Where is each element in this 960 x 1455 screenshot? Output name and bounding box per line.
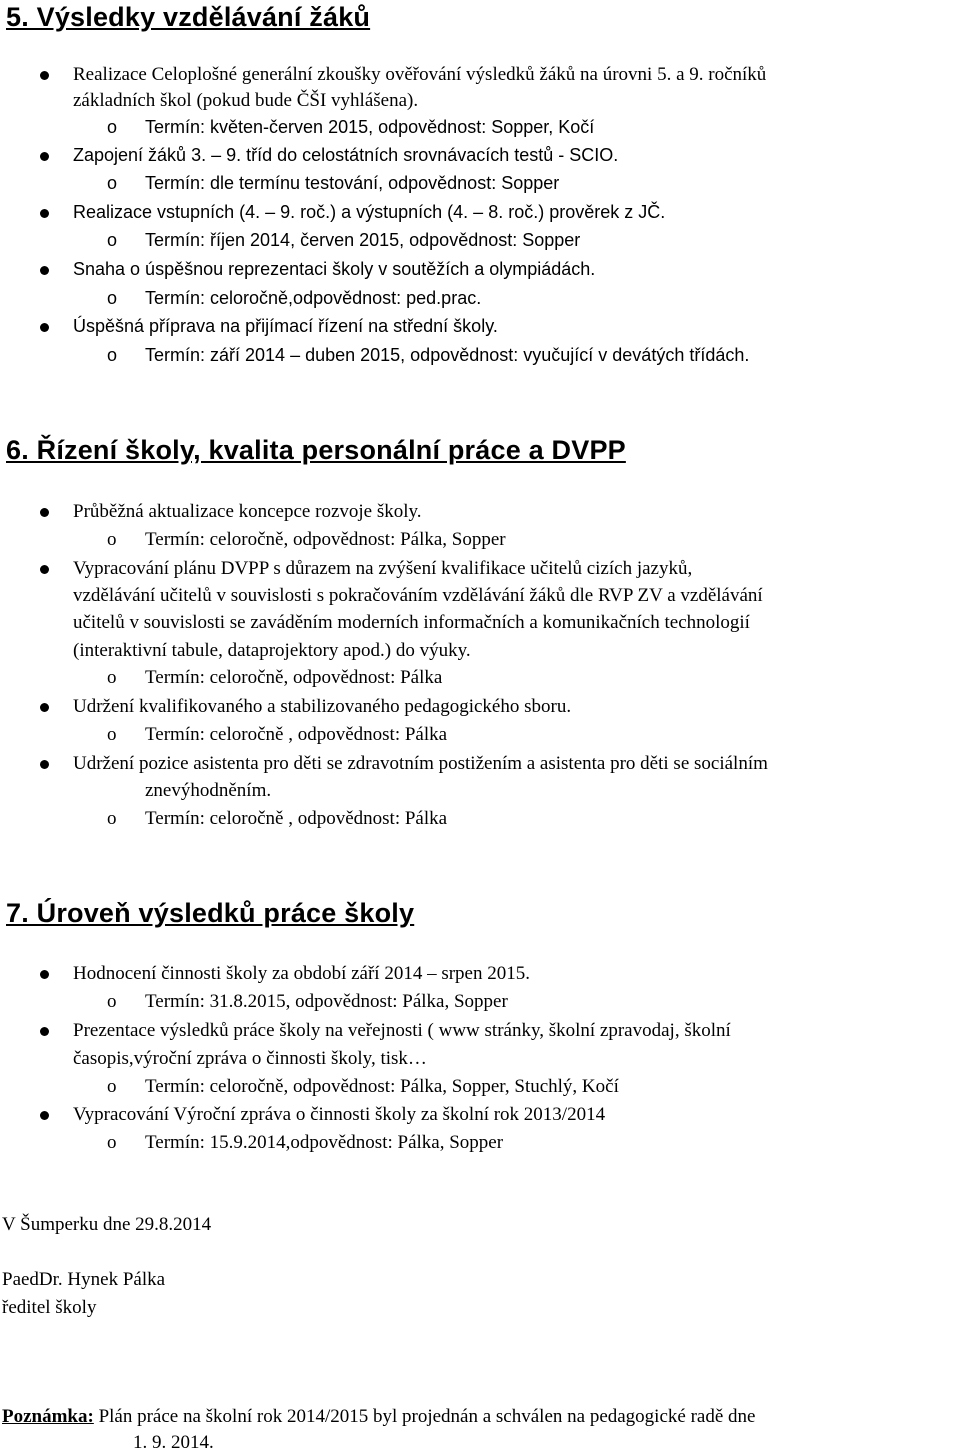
section-7-heading: 7. Úroveň výsledků práce školy [6,898,415,928]
circle-bullet-icon: o [107,345,118,365]
bullet-icon [40,760,49,769]
circle-bullet-icon: o [107,173,118,193]
bullet-icon [40,703,49,712]
document-page: 5. Výsledky vzdělávání žáků Realizace Celoplošné generální zkoušky ověřování výsledků žáků na úrovni 5. a 9. ročníků základních škol (pokud bude ČŠI vyhlášena). o Termín: květen-červen 2015, odpovědnost: Sopper, Kočí Zapojení žáků 3. – 9. tříd do celostátních srovnávacích testů - SCIO. o Termín: dle termínu testování, odpovědnost: Sopper Realizace vstupních (4. – 9. roč.) a výstupních (4. – 8. roč.) prověrek z JČ. o Termín: říjen 2014, červen 2015, odpovědnost: Sopper Snaha o úspěšnou reprezentaci školy v soutěžích a olympiádách. o Termín: celoročně,odpovědnost: ped.prac. Úspěšná příprava na přijímací řízení na střední školy. o Termín: září 2014 – duben 2015, odpovědnost: vyučující v devátých třídách. 6. Řízení školy, kvalita personální práce a DVPP Průběžná aktualizace koncepce rozvoje školy. o Termín: celoročně, odpovědnost: Pálka, Sopper Vypracování plánu DVPP s důrazem na zvýšení kvalifikace učitelů cizích jazyků, vzdělávání učitelů v souvislosti s pokračováním vzdělávání žáků dle RVP ZV a vzdělávání učitelů v souvislosti se zaváděním moderních informačních a komunikačních technologií (interaktivní tabule, dataprojektory apod.) do výuky. o Termín: celoročně, odpovědnost: Pálka Udržení kvalifikovaného a stabilizovaného pedagogického sboru. o Termín: celoročně , odpovědnost: Pálka Udržení pozice asistenta pro děti se zdravotním postižením a asistenta pro děti se sociálním znevýhodněním. o Termín: celoročně , odpovědnost: Pálka 7. Úroveň výsledků práce školy Hodnocení činnosti školy za období září 2014 – srpen 2015. o Termín: 31.8.2015, odpovědnost: Pálka, Sopper Prezentace výsledků práce školy na veřejnosti ( www stránky, školní zpravodaj, školní časopis,výroční zpráva o činnosti školy, tisk… o Termín: celoročně, odpovědnost: Pálka, Sopper, Stuchlý, Kočí Vypracování Výroční zpráva o činnosti školy za školní rok 2013/2014 o Termín: 15.9.2014,odpovědnost: Pálka, Sopper V Šumperku dne 29.8.2014 PaedDr. Hynek Pálka ředitel školy Poznámka: Plán práce na školní rok 2014/2015 byl projednán a schválen na pedagogické radě dne 1. 9. 2014. [2,2,768,1453]
circle-bullet-icon: o [107,1076,117,1097]
bullet-icon [40,152,49,161]
note-text: Plán práce na školní rok 2014/2015 byl projednán a schválen na pedagogické radě dne [98,1406,756,1427]
note [2,1406,755,1428]
signatory-name: PaedDr. Hynek Pálka [2,1269,166,1290]
place-date: V Šumperku dne 29.8.2014 [2,1214,212,1235]
note-continuation: 1. 9. 2014. [133,1432,214,1453]
circle-bullet-icon: o [107,117,118,137]
bullet-icon [40,970,49,979]
circle-bullet-icon: o [107,991,117,1012]
circle-bullet-icon: o [107,1132,117,1153]
circle-bullet-icon: o [107,230,118,250]
circle-bullet-icon: o [107,724,117,745]
bullet-icon [40,565,49,574]
note-label: Poznámka: [2,1406,94,1427]
circle-bullet-icon: o [107,667,117,688]
bullet-icon [40,71,49,80]
bullet-icon [40,1111,49,1120]
circle-bullet-icon: o [107,808,117,829]
signatory-role: ředitel školy [2,1297,97,1318]
section-5-heading: 5. Výsledky vzdělávání žáků [6,2,371,32]
circle-bullet-icon: o [107,288,118,308]
bullet-icon [40,266,49,275]
section-6-heading: 6. Řízení školy, kvalita personální práce a DVPP [6,435,626,465]
bullet-icon [40,323,49,332]
circle-bullet-icon: o [107,529,117,550]
bullet-icon [40,508,49,517]
bullet-icon [40,1027,49,1036]
bullet-icon [40,209,49,218]
